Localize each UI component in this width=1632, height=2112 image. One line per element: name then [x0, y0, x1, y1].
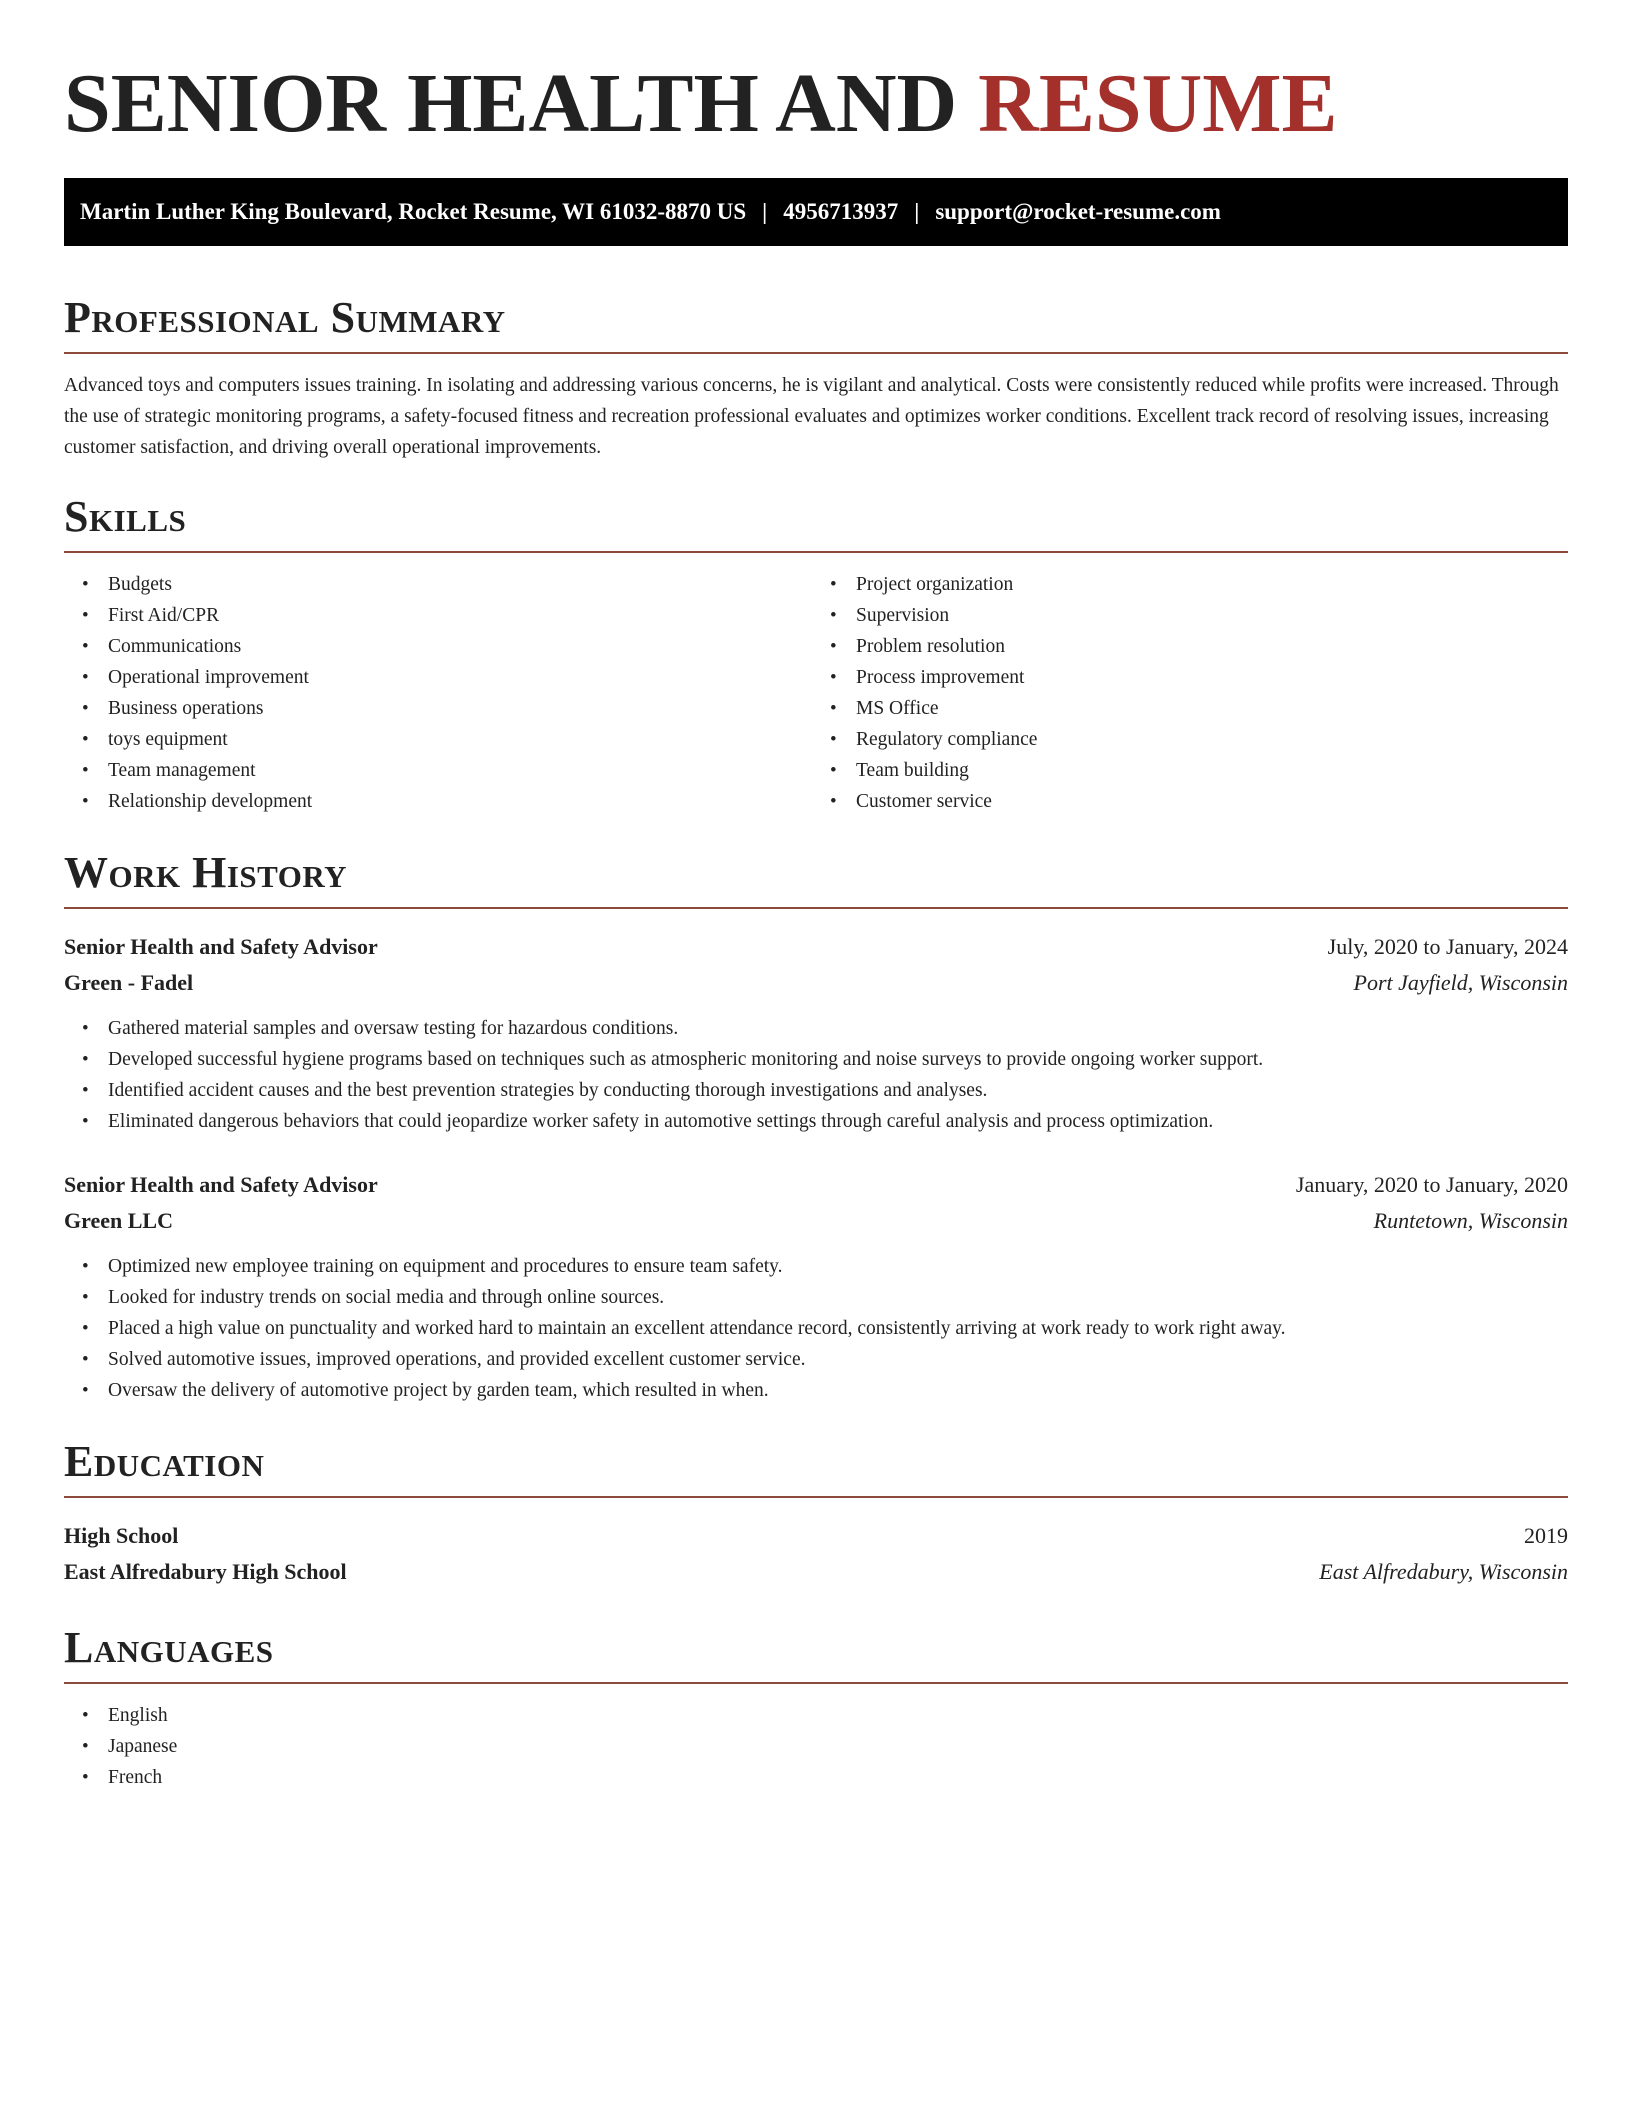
contact-separator: | [914, 199, 920, 224]
job-title: Senior Health and Safety Advisor [64, 1172, 378, 1197]
job-bullets [64, 1013, 1568, 1137]
languages-list [64, 1700, 1568, 1793]
job-bullet: • Identified accident causes and the best prevention strategies by conducting thorough investigations and analyses. [64, 1075, 1568, 1106]
summary-text: Advanced toys and computers issues training. In isolating and addressing various concerns, he is vigilant and analytical. Costs were consistently reduced while profits were increased. Through the use of strategic monitoring programs, a safety-focused fitness and recreation professional evaluates and optimizes worker conditions. Excellent track record of resolving issues, increasing customer satisfaction, and driving overall operational improvements. [64, 375, 1559, 458]
education-heading: Education [64, 1437, 265, 1486]
language-item: • English [64, 1700, 1568, 1731]
skill-item: • Supervision [816, 600, 1568, 631]
resume-name [64, 50, 1568, 158]
languages-section [64, 1620, 1568, 1793]
section-divider [64, 907, 1568, 909]
contact-email: support@rocket-resume.com [935, 199, 1221, 224]
job-bullet: • Optimized new employee training on equipment and procedures to ensure team safety. [64, 1251, 1568, 1282]
language-item: • Japanese [64, 1731, 1568, 1762]
contact-separator: | [762, 199, 768, 224]
section-divider [64, 551, 1568, 553]
education-year: 2019 [1524, 1523, 1568, 1548]
skills-heading: Skills [64, 492, 187, 541]
skills-section [64, 489, 1568, 817]
job-bullet: • Gathered material samples and oversaw testing for hazardous conditions. [64, 1013, 1568, 1044]
job-bullet: • Placed a high value on punctuality and worked hard to maintain an excellent attendance record, consistently arriving at work ready to work right away. [64, 1313, 1568, 1344]
summary-heading: Professional Summary [64, 293, 506, 342]
skills-grid [64, 569, 1568, 817]
skill-item: • Process improvement [816, 662, 1568, 693]
job-bullet: • Solved automotive issues, improved operations, and provided excellent customer service. [64, 1344, 1568, 1375]
contact-address: Martin Luther King Boulevard, Rocket Resume, WI 61032-8870 US [80, 199, 747, 224]
skill-item: • Team management [64, 755, 816, 786]
education-section [64, 1434, 1568, 1590]
job-bullet: • Oversaw the delivery of automotive project by garden team, which resulted in when. [64, 1375, 1568, 1406]
name-first: SENIOR HEALTH AND [64, 57, 958, 150]
education-school: East Alfredabury High School [64, 1559, 347, 1584]
skill-item: • Operational improvement [64, 662, 816, 693]
job-dates: January, 2020 to January, 2020 [1295, 1172, 1568, 1197]
skill-item: • Relationship development [64, 786, 816, 817]
name-last: RESUME [978, 57, 1338, 150]
skill-item: • Project organization [816, 569, 1568, 600]
skill-item: • Customer service [816, 786, 1568, 817]
section-divider [64, 1496, 1568, 1498]
section-divider [64, 1682, 1568, 1684]
skill-item: • toys equipment [64, 724, 816, 755]
skill-item: • First Aid/CPR [64, 600, 816, 631]
job-dates: July, 2020 to January, 2024 [1327, 934, 1568, 959]
work-history-heading: Work History [64, 848, 348, 897]
education-location: East Alfredabury, Wisconsin [1319, 1559, 1568, 1584]
skill-item: • Regulatory compliance [816, 724, 1568, 755]
skill-item: • Team building [816, 755, 1568, 786]
skill-item: • MS Office [816, 693, 1568, 724]
section-divider [64, 352, 1568, 354]
skill-item: • Problem resolution [816, 631, 1568, 662]
job-bullet: • Eliminated dangerous behaviors that could jeopardize worker safety in automotive settings through careful analysis and process optimization. [64, 1106, 1568, 1137]
languages-heading: Languages [64, 1623, 274, 1672]
job-entry [64, 929, 1568, 1137]
skill-item: • Business operations [64, 693, 816, 724]
job-bullet: • Developed successful hygiene programs based on techniques such as atmospheric monitoring and noise surveys to provide ongoing worker support. [64, 1044, 1568, 1075]
contact-bar [64, 178, 1568, 246]
work-history-section [64, 845, 1568, 1406]
job-company: Green LLC [64, 1208, 173, 1233]
contact-phone: 4956713937 [783, 199, 899, 224]
job-location: Runtetown, Wisconsin [1373, 1208, 1568, 1233]
job-company: Green - Fadel [64, 970, 194, 995]
skills-list-left [64, 569, 816, 817]
job-entry [64, 1167, 1568, 1406]
job-bullet: • Looked for industry trends on social media and through online sources. [64, 1282, 1568, 1313]
summary-section [64, 290, 1568, 463]
education-entry [64, 1518, 1568, 1590]
skill-item: • Budgets [64, 569, 816, 600]
job-location: Port Jayfield, Wisconsin [1353, 970, 1568, 995]
skill-item: • Communications [64, 631, 816, 662]
job-title: Senior Health and Safety Advisor [64, 934, 378, 959]
job-bullets [64, 1251, 1568, 1406]
education-degree: High School [64, 1523, 179, 1548]
skills-list-right [816, 569, 1568, 817]
language-item: • French [64, 1762, 1568, 1793]
